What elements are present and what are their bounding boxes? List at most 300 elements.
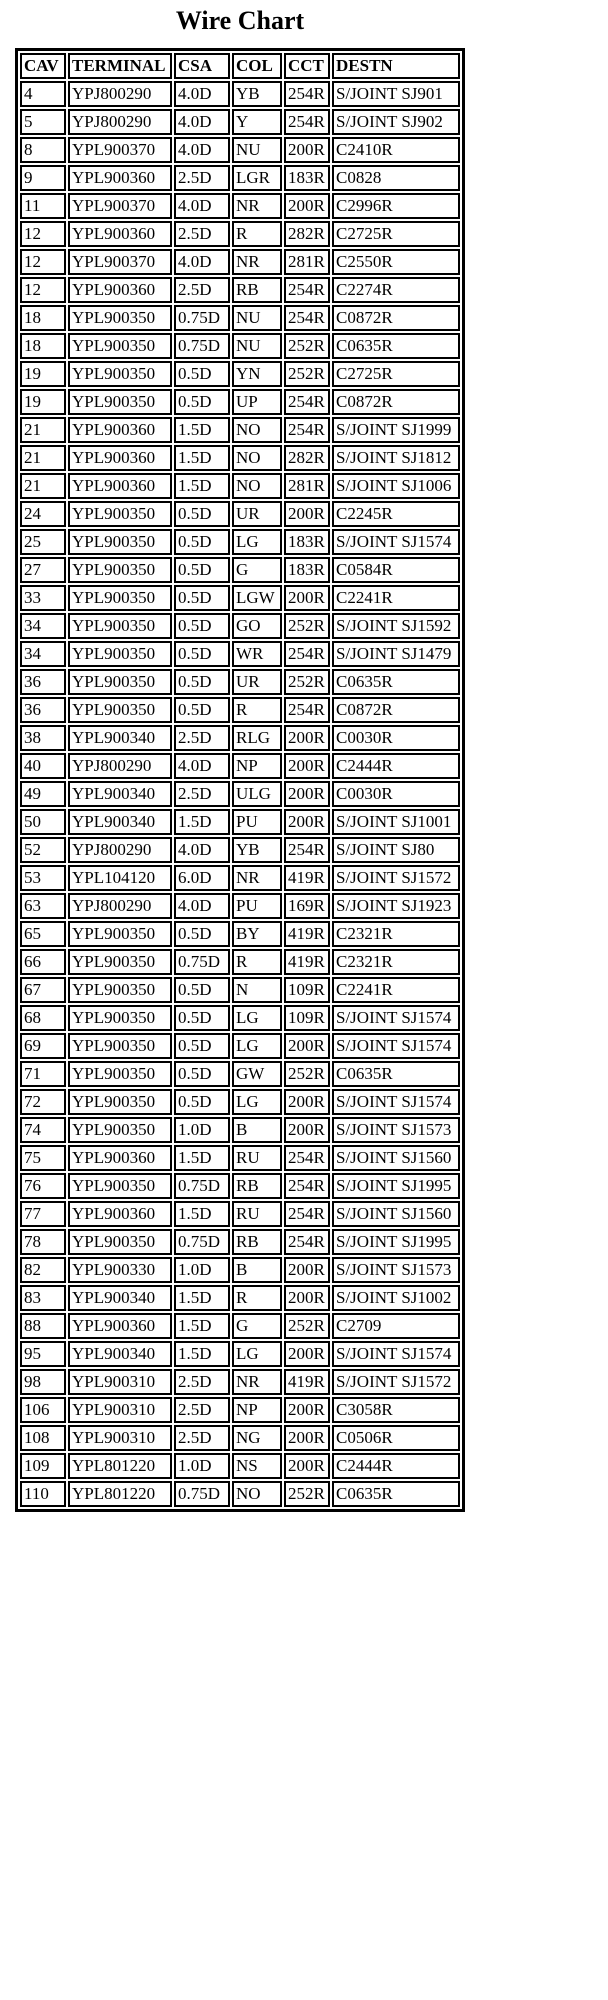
cell-destn: C0635R <box>332 1061 460 1087</box>
cell-col: LGR <box>232 165 282 191</box>
cell-col: NO <box>232 445 282 471</box>
cell-cav: 18 <box>20 305 66 331</box>
table-body <box>20 81 460 1507</box>
cell-terminal: YPL900350 <box>68 1173 172 1199</box>
cell-col: NR <box>232 865 282 891</box>
cell-terminal: YPL900340 <box>68 781 172 807</box>
cell-destn: S/JOINT SJ80 <box>332 837 460 863</box>
cell-cct: 282R <box>284 445 330 471</box>
cell-cav: 12 <box>20 277 66 303</box>
cell-col: UP <box>232 389 282 415</box>
cell-cav: 52 <box>20 837 66 863</box>
cell-cct: 200R <box>284 501 330 527</box>
cell-col: R <box>232 697 282 723</box>
table-row <box>20 473 460 499</box>
cell-csa: 0.5D <box>174 585 230 611</box>
cell-terminal: YPL900310 <box>68 1425 172 1451</box>
table-row <box>20 1005 460 1031</box>
table-row <box>20 1061 460 1087</box>
cell-csa: 1.5D <box>174 473 230 499</box>
page-title: Wire Chart <box>175 6 305 35</box>
cell-col: R <box>232 1285 282 1311</box>
cell-csa: 2.5D <box>174 781 230 807</box>
table-row <box>20 277 460 303</box>
cell-csa: 0.75D <box>174 1481 230 1507</box>
cell-csa: 0.5D <box>174 641 230 667</box>
table-row <box>20 893 460 919</box>
cell-destn: C2709 <box>332 1313 460 1339</box>
cell-csa: 4.0D <box>174 893 230 919</box>
cell-destn: S/JOINT SJ1574 <box>332 1341 460 1367</box>
cell-terminal: YPL900350 <box>68 1117 172 1143</box>
cell-destn: C0635R <box>332 669 460 695</box>
cell-terminal: YPL900350 <box>68 921 172 947</box>
cell-terminal: YPL900350 <box>68 697 172 723</box>
cell-col: Y <box>232 109 282 135</box>
cell-cav: 34 <box>20 641 66 667</box>
cell-cct: 200R <box>284 781 330 807</box>
cell-cav: 69 <box>20 1033 66 1059</box>
cell-col: NR <box>232 249 282 275</box>
cell-csa: 4.0D <box>174 193 230 219</box>
cell-csa: 2.5D <box>174 165 230 191</box>
cell-cav: 27 <box>20 557 66 583</box>
table-row <box>20 585 460 611</box>
cell-destn: S/JOINT SJ1995 <box>332 1173 460 1199</box>
cell-destn: S/JOINT SJ1574 <box>332 1033 460 1059</box>
table-row <box>20 221 460 247</box>
cell-csa: 0.5D <box>174 361 230 387</box>
cell-cct: 254R <box>284 1229 330 1255</box>
cell-csa: 0.75D <box>174 1173 230 1199</box>
cell-csa: 1.5D <box>174 417 230 443</box>
cell-col: B <box>232 1257 282 1283</box>
cell-terminal: YPL900350 <box>68 333 172 359</box>
cell-cav: 88 <box>20 1313 66 1339</box>
cell-destn: C0030R <box>332 781 460 807</box>
cell-destn: C2245R <box>332 501 460 527</box>
cell-cct: 200R <box>284 585 330 611</box>
cell-col: G <box>232 1313 282 1339</box>
cell-col: G <box>232 557 282 583</box>
cell-destn: C2241R <box>332 585 460 611</box>
table-row <box>20 865 460 891</box>
cell-csa: 0.5D <box>174 1061 230 1087</box>
cell-csa: 1.0D <box>174 1453 230 1479</box>
cell-col: LG <box>232 1089 282 1115</box>
cell-cct: 419R <box>284 921 330 947</box>
cell-cav: 21 <box>20 445 66 471</box>
cell-csa: 0.5D <box>174 1033 230 1059</box>
table-row <box>20 725 460 751</box>
cell-terminal: YPL900330 <box>68 1257 172 1283</box>
cell-terminal: YPJ800290 <box>68 837 172 863</box>
cell-terminal: YPL900370 <box>68 193 172 219</box>
cell-terminal: YPL900360 <box>68 1201 172 1227</box>
cell-destn: C0872R <box>332 305 460 331</box>
table-row <box>20 949 460 975</box>
cell-csa: 2.5D <box>174 1397 230 1423</box>
table-row <box>20 305 460 331</box>
cell-csa: 2.5D <box>174 725 230 751</box>
cell-csa: 0.75D <box>174 1229 230 1255</box>
cell-destn: C2444R <box>332 753 460 779</box>
cell-terminal: YPL900350 <box>68 977 172 1003</box>
table-row <box>20 1397 460 1423</box>
cell-col: LG <box>232 1005 282 1031</box>
cell-cav: 9 <box>20 165 66 191</box>
cell-csa: 1.0D <box>174 1257 230 1283</box>
cell-cav: 83 <box>20 1285 66 1311</box>
cell-csa: 4.0D <box>174 109 230 135</box>
table-row <box>20 1453 460 1479</box>
cell-col: ULG <box>232 781 282 807</box>
cell-cav: 78 <box>20 1229 66 1255</box>
cell-cct: 254R <box>284 697 330 723</box>
table-row <box>20 333 460 359</box>
column-header-terminal: TERMINAL <box>68 53 172 79</box>
cell-col: LGW <box>232 585 282 611</box>
table-row <box>20 837 460 863</box>
cell-csa: 0.5D <box>174 697 230 723</box>
cell-csa: 0.5D <box>174 557 230 583</box>
cell-cav: 74 <box>20 1117 66 1143</box>
cell-cav: 38 <box>20 725 66 751</box>
cell-cct: 200R <box>284 137 330 163</box>
table-row <box>20 445 460 471</box>
cell-cct: 282R <box>284 221 330 247</box>
cell-col: BY <box>232 921 282 947</box>
cell-csa: 0.75D <box>174 949 230 975</box>
cell-terminal: YPL900310 <box>68 1369 172 1395</box>
cell-col: RB <box>232 1229 282 1255</box>
cell-csa: 0.5D <box>174 921 230 947</box>
table-row <box>20 613 460 639</box>
table-row <box>20 501 460 527</box>
table-row <box>20 361 460 387</box>
cell-csa: 1.0D <box>174 1117 230 1143</box>
cell-destn: C0872R <box>332 389 460 415</box>
cell-cct: 281R <box>284 249 330 275</box>
cell-csa: 0.75D <box>174 333 230 359</box>
cell-csa: 1.5D <box>174 1145 230 1171</box>
table-row <box>20 781 460 807</box>
cell-col: NO <box>232 417 282 443</box>
cell-terminal: YPL900340 <box>68 809 172 835</box>
cell-col: NS <box>232 1453 282 1479</box>
cell-cct: 200R <box>284 1117 330 1143</box>
table-row <box>20 1285 460 1311</box>
table-row <box>20 1341 460 1367</box>
cell-cct: 200R <box>284 1453 330 1479</box>
cell-cct: 254R <box>284 1145 330 1171</box>
table-row <box>20 977 460 1003</box>
cell-cav: 5 <box>20 109 66 135</box>
table-row <box>20 1173 460 1199</box>
cell-cct: 200R <box>284 1397 330 1423</box>
cell-csa: 1.5D <box>174 809 230 835</box>
cell-cav: 11 <box>20 193 66 219</box>
cell-terminal: YPJ800290 <box>68 893 172 919</box>
cell-cav: 36 <box>20 697 66 723</box>
cell-destn: S/JOINT SJ1592 <box>332 613 460 639</box>
cell-cct: 252R <box>284 1481 330 1507</box>
cell-terminal: YPL900350 <box>68 361 172 387</box>
cell-destn: S/JOINT SJ1574 <box>332 529 460 555</box>
table-row <box>20 809 460 835</box>
cell-cct: 254R <box>284 277 330 303</box>
cell-terminal: YPL900340 <box>68 725 172 751</box>
cell-col: NO <box>232 1481 282 1507</box>
cell-destn: S/JOINT SJ1479 <box>332 641 460 667</box>
table-row <box>20 1425 460 1451</box>
cell-cav: 19 <box>20 361 66 387</box>
cell-csa: 0.5D <box>174 529 230 555</box>
cell-csa: 1.5D <box>174 1341 230 1367</box>
cell-col: R <box>232 949 282 975</box>
table-row <box>20 109 460 135</box>
cell-cct: 252R <box>284 333 330 359</box>
cell-destn: C0635R <box>332 1481 460 1507</box>
cell-csa: 0.5D <box>174 1089 230 1115</box>
cell-col: GW <box>232 1061 282 1087</box>
cell-csa: 2.5D <box>174 1369 230 1395</box>
cell-col: YN <box>232 361 282 387</box>
cell-terminal: YPL900350 <box>68 1005 172 1031</box>
cell-terminal: YPL900360 <box>68 1313 172 1339</box>
cell-destn: S/JOINT SJ1574 <box>332 1089 460 1115</box>
table-row <box>20 417 460 443</box>
cell-cav: 67 <box>20 977 66 1003</box>
cell-cav: 8 <box>20 137 66 163</box>
cell-col: YB <box>232 81 282 107</box>
cell-destn: S/JOINT SJ1572 <box>332 865 460 891</box>
cell-col: LG <box>232 1033 282 1059</box>
cell-cav: 98 <box>20 1369 66 1395</box>
cell-cct: 109R <box>284 977 330 1003</box>
cell-destn: C3058R <box>332 1397 460 1423</box>
cell-col: UR <box>232 501 282 527</box>
cell-csa: 4.0D <box>174 81 230 107</box>
cell-cav: 109 <box>20 1453 66 1479</box>
cell-cav: 36 <box>20 669 66 695</box>
cell-csa: 1.5D <box>174 1201 230 1227</box>
cell-cct: 183R <box>284 557 330 583</box>
cell-terminal: YPJ800290 <box>68 753 172 779</box>
cell-terminal: YPL900350 <box>68 1033 172 1059</box>
cell-terminal: YPL900360 <box>68 417 172 443</box>
cell-col: PU <box>232 809 282 835</box>
cell-col: GO <box>232 613 282 639</box>
cell-csa: 2.5D <box>174 277 230 303</box>
cell-csa: 4.0D <box>174 249 230 275</box>
cell-cct: 200R <box>284 1285 330 1311</box>
cell-csa: 4.0D <box>174 837 230 863</box>
cell-cav: 63 <box>20 893 66 919</box>
cell-cct: 419R <box>284 949 330 975</box>
cell-col: NR <box>232 193 282 219</box>
cell-cct: 254R <box>284 837 330 863</box>
cell-destn: C2321R <box>332 949 460 975</box>
cell-cct: 252R <box>284 669 330 695</box>
cell-terminal: YPL104120 <box>68 865 172 891</box>
cell-cct: 254R <box>284 1201 330 1227</box>
table-row <box>20 1369 460 1395</box>
cell-col: PU <box>232 893 282 919</box>
cell-terminal: YPL900350 <box>68 669 172 695</box>
cell-terminal: YPL900350 <box>68 501 172 527</box>
cell-destn: S/JOINT SJ1560 <box>332 1145 460 1171</box>
cell-cct: 109R <box>284 1005 330 1031</box>
cell-cav: 77 <box>20 1201 66 1227</box>
cell-cct: 200R <box>284 1089 330 1115</box>
cell-destn: C0635R <box>332 333 460 359</box>
cell-destn: C2241R <box>332 977 460 1003</box>
cell-col: RB <box>232 1173 282 1199</box>
cell-terminal: YPL900340 <box>68 1341 172 1367</box>
table-row <box>20 193 460 219</box>
cell-cct: 252R <box>284 1061 330 1087</box>
cell-cct: 419R <box>284 1369 330 1395</box>
cell-destn: C0030R <box>332 725 460 751</box>
cell-cct: 252R <box>284 613 330 639</box>
cell-col: NU <box>232 137 282 163</box>
cell-cct: 200R <box>284 725 330 751</box>
cell-destn: S/JOINT SJ901 <box>332 81 460 107</box>
cell-destn: S/JOINT SJ902 <box>332 109 460 135</box>
cell-cav: 12 <box>20 249 66 275</box>
cell-cav: 49 <box>20 781 66 807</box>
cell-cav: 4 <box>20 81 66 107</box>
table-row <box>20 921 460 947</box>
cell-destn: C2725R <box>332 361 460 387</box>
cell-cav: 18 <box>20 333 66 359</box>
table-row <box>20 81 460 107</box>
cell-csa: 0.5D <box>174 613 230 639</box>
cell-col: RU <box>232 1145 282 1171</box>
cell-cct: 200R <box>284 193 330 219</box>
cell-csa: 1.5D <box>174 445 230 471</box>
cell-col: RU <box>232 1201 282 1227</box>
cell-terminal: YPL801220 <box>68 1481 172 1507</box>
cell-terminal: YPL900360 <box>68 221 172 247</box>
table-row <box>20 1481 460 1507</box>
cell-terminal: YPL900360 <box>68 277 172 303</box>
table-row <box>20 165 460 191</box>
cell-col: NG <box>232 1425 282 1451</box>
cell-cav: 72 <box>20 1089 66 1115</box>
cell-destn: C2550R <box>332 249 460 275</box>
cell-cav: 82 <box>20 1257 66 1283</box>
cell-cav: 34 <box>20 613 66 639</box>
cell-terminal: YPL900360 <box>68 1145 172 1171</box>
cell-csa: 4.0D <box>174 137 230 163</box>
column-header-cav: CAV <box>20 53 66 79</box>
cell-col: B <box>232 1117 282 1143</box>
cell-cav: 76 <box>20 1173 66 1199</box>
table-row <box>20 249 460 275</box>
cell-cav: 25 <box>20 529 66 555</box>
cell-cav: 24 <box>20 501 66 527</box>
cell-col: LG <box>232 529 282 555</box>
cell-terminal: YPL900370 <box>68 137 172 163</box>
cell-terminal: YPL900350 <box>68 641 172 667</box>
cell-destn: S/JOINT SJ1999 <box>332 417 460 443</box>
cell-destn: S/JOINT SJ1560 <box>332 1201 460 1227</box>
cell-cav: 75 <box>20 1145 66 1171</box>
cell-csa: 6.0D <box>174 865 230 891</box>
cell-destn: S/JOINT SJ1006 <box>332 473 460 499</box>
cell-cct: 200R <box>284 1033 330 1059</box>
cell-cct: 254R <box>284 389 330 415</box>
cell-destn: S/JOINT SJ1573 <box>332 1257 460 1283</box>
cell-terminal: YPL900350 <box>68 557 172 583</box>
cell-destn: C0584R <box>332 557 460 583</box>
cell-destn: C2274R <box>332 277 460 303</box>
cell-csa: 1.5D <box>174 1285 230 1311</box>
header-row <box>20 53 460 79</box>
cell-cct: 254R <box>284 641 330 667</box>
cell-terminal: YPL900360 <box>68 445 172 471</box>
cell-terminal: YPL900350 <box>68 613 172 639</box>
cell-terminal: YPL900350 <box>68 1061 172 1087</box>
cell-col: UR <box>232 669 282 695</box>
cell-cav: 12 <box>20 221 66 247</box>
cell-col: RB <box>232 277 282 303</box>
cell-cav: 106 <box>20 1397 66 1423</box>
cell-terminal: YPL801220 <box>68 1453 172 1479</box>
cell-terminal: YPL900350 <box>68 1089 172 1115</box>
column-header-cct: CCT <box>284 53 330 79</box>
cell-col: LG <box>232 1341 282 1367</box>
table-row <box>20 1313 460 1339</box>
cell-terminal: YPL900370 <box>68 249 172 275</box>
cell-terminal: YPL900350 <box>68 585 172 611</box>
cell-terminal: YPL900350 <box>68 529 172 555</box>
cell-cct: 200R <box>284 1425 330 1451</box>
cell-destn: C2410R <box>332 137 460 163</box>
cell-csa: 4.0D <box>174 753 230 779</box>
cell-terminal: YPL900350 <box>68 1229 172 1255</box>
cell-cct: 254R <box>284 417 330 443</box>
cell-cct: 254R <box>284 81 330 107</box>
cell-terminal: YPL900350 <box>68 949 172 975</box>
cell-destn: S/JOINT SJ1572 <box>332 1369 460 1395</box>
cell-cav: 71 <box>20 1061 66 1087</box>
cell-col: NU <box>232 333 282 359</box>
cell-cav: 50 <box>20 809 66 835</box>
cell-cct: 252R <box>284 361 330 387</box>
cell-terminal: YPL900310 <box>68 1397 172 1423</box>
cell-col: NU <box>232 305 282 331</box>
table-row <box>20 1257 460 1283</box>
cell-terminal: YPL900360 <box>68 165 172 191</box>
cell-col: NP <box>232 753 282 779</box>
cell-destn: S/JOINT SJ1002 <box>332 1285 460 1311</box>
cell-terminal: YPL900340 <box>68 1285 172 1311</box>
cell-cct: 200R <box>284 753 330 779</box>
cell-col: R <box>232 221 282 247</box>
cell-cct: 200R <box>284 809 330 835</box>
cell-cav: 40 <box>20 753 66 779</box>
cell-cav: 108 <box>20 1425 66 1451</box>
cell-cav: 95 <box>20 1341 66 1367</box>
cell-destn: S/JOINT SJ1001 <box>332 809 460 835</box>
cell-csa: 0.5D <box>174 1005 230 1031</box>
cell-destn: C2996R <box>332 193 460 219</box>
cell-destn: S/JOINT SJ1573 <box>332 1117 460 1143</box>
cell-destn: C2725R <box>332 221 460 247</box>
